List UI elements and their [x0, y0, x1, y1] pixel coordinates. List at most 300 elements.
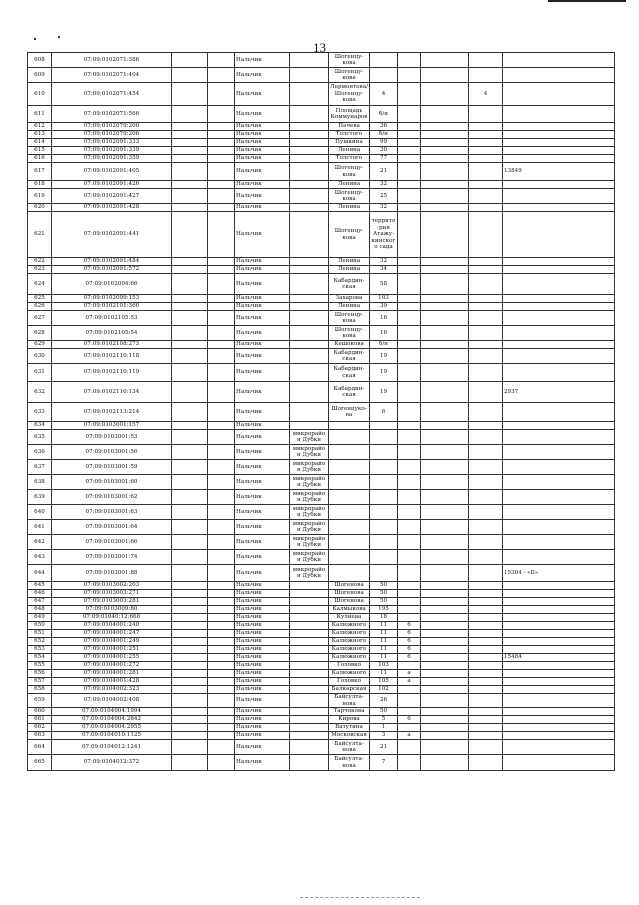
- row-number: 645: [28, 582, 52, 590]
- row-number: 623: [28, 266, 52, 274]
- empty-cell: [172, 694, 208, 708]
- house-cell: 50: [370, 590, 398, 598]
- empty-cell: [208, 274, 235, 295]
- cadastral-number: 07:09:0102079:200: [52, 123, 172, 131]
- area-cell: [503, 630, 615, 638]
- area-cell: [503, 106, 615, 123]
- empty-cell: [208, 694, 235, 708]
- row-number: 616: [28, 155, 52, 163]
- row-number: 631: [28, 364, 52, 382]
- empty-cell: [208, 662, 235, 670]
- street-cell: Пачева: [329, 123, 370, 131]
- house-cell: 77: [370, 155, 398, 163]
- empty-cell: [208, 163, 235, 181]
- street-cell: Калюжного: [329, 654, 370, 662]
- col-cell: [469, 181, 503, 189]
- cadastral-number: 07:09:0103001:63: [52, 505, 172, 520]
- street-cell: Ленина: [329, 258, 370, 266]
- cadastral-number: 07:09:0104002:323: [52, 686, 172, 694]
- row-number: 632: [28, 382, 52, 403]
- col-cell: [421, 83, 469, 106]
- cadastral-number: 07:09:0102105:54: [52, 326, 172, 341]
- cadastral-number: 07:09:0104002:408: [52, 694, 172, 708]
- row-number: 624: [28, 274, 52, 295]
- row-number: 628: [28, 326, 52, 341]
- street-cell: Кирова: [329, 716, 370, 724]
- col-cell: [421, 606, 469, 614]
- empty-cell: [208, 445, 235, 460]
- house-cell: 11: [370, 638, 398, 646]
- district-cell: микрорайон Дубки: [290, 565, 329, 582]
- empty-cell: [172, 131, 208, 139]
- col-cell: [421, 490, 469, 505]
- city-cell: Нальчик: [235, 295, 290, 303]
- row-number: 627: [28, 311, 52, 326]
- empty-cell: [208, 155, 235, 163]
- empty-cell: [172, 430, 208, 445]
- building-cell: [398, 326, 421, 341]
- cadastral-number: 07:09:0102071:404: [52, 68, 172, 83]
- top-edge-mark: [548, 0, 626, 2]
- area-cell: [503, 490, 615, 505]
- empty-cell: [208, 475, 235, 490]
- table-row: [28, 565, 615, 582]
- house-cell: 21: [370, 740, 398, 755]
- street-cell: [329, 490, 370, 505]
- house-cell: 103: [370, 295, 398, 303]
- row-number: 660: [28, 708, 52, 716]
- city-cell: Нальчик: [235, 341, 290, 349]
- district-cell: [290, 582, 329, 590]
- table-row: [28, 123, 615, 131]
- city-cell: Нальчик: [235, 598, 290, 606]
- col-cell: [469, 670, 503, 678]
- street-cell: Ленина: [329, 303, 370, 311]
- row-number: 656: [28, 670, 52, 678]
- empty-cell: [172, 258, 208, 266]
- street-cell: Кабардин-ская: [329, 349, 370, 364]
- row-number: 625: [28, 295, 52, 303]
- row-number: 646: [28, 590, 52, 598]
- area-cell: [503, 445, 615, 460]
- area-cell: [503, 274, 615, 295]
- col-cell: [469, 708, 503, 716]
- col-cell: [469, 303, 503, 311]
- col-cell: [421, 565, 469, 582]
- city-cell: Нальчик: [235, 565, 290, 582]
- empty-cell: [172, 204, 208, 212]
- building-cell: [398, 686, 421, 694]
- col-cell: [421, 204, 469, 212]
- district-cell: [290, 622, 329, 630]
- empty-cell: [208, 630, 235, 638]
- empty-cell: [172, 303, 208, 311]
- house-cell: террито-рия Атажу-кинского сада: [370, 212, 398, 258]
- district-cell: микрорайон Дубки: [290, 445, 329, 460]
- empty-cell: [208, 590, 235, 598]
- col-cell: [469, 490, 503, 505]
- city-cell: Нальчик: [235, 364, 290, 382]
- street-cell: Головко: [329, 678, 370, 686]
- cadastral-number: 07:09:0102091:339: [52, 147, 172, 155]
- col-cell: [469, 565, 503, 582]
- city-cell: Нальчик: [235, 274, 290, 295]
- col-cell: [469, 505, 503, 520]
- col-cell: [469, 550, 503, 565]
- building-cell: [398, 68, 421, 83]
- district-cell: [290, 106, 329, 123]
- house-cell: 3: [370, 732, 398, 740]
- col-cell: [421, 212, 469, 258]
- house-cell: 6: [370, 403, 398, 422]
- city-cell: Нальчик: [235, 654, 290, 662]
- row-number: 650: [28, 622, 52, 630]
- empty-cell: [172, 53, 208, 68]
- col-cell: [469, 614, 503, 622]
- empty-cell: [208, 520, 235, 535]
- house-cell: [370, 565, 398, 582]
- col-cell: [469, 422, 503, 430]
- col-cell: [469, 189, 503, 204]
- building-cell: [398, 53, 421, 68]
- city-cell: Нальчик: [235, 163, 290, 181]
- street-cell: Шогенцу-кова: [329, 53, 370, 68]
- house-cell: 26: [370, 694, 398, 708]
- house-cell: 39: [370, 303, 398, 311]
- col-cell: [421, 295, 469, 303]
- empty-cell: [172, 678, 208, 686]
- empty-cell: [208, 382, 235, 403]
- cadastral-number: 07:09:0104001:428: [52, 678, 172, 686]
- street-cell: Калмыкова: [329, 606, 370, 614]
- street-cell: Ленина: [329, 266, 370, 274]
- row-number: 618: [28, 181, 52, 189]
- row-number: 652: [28, 638, 52, 646]
- empty-cell: [172, 147, 208, 155]
- area-cell: [503, 460, 615, 475]
- empty-cell: [208, 740, 235, 755]
- district-cell: [290, 349, 329, 364]
- street-cell: Шогенцуко-ва: [329, 403, 370, 422]
- empty-cell: [172, 295, 208, 303]
- city-cell: Нальчик: [235, 155, 290, 163]
- district-cell: [290, 341, 329, 349]
- empty-cell: [172, 535, 208, 550]
- street-cell: [329, 430, 370, 445]
- col-cell: [421, 266, 469, 274]
- table-row: [28, 678, 615, 686]
- district-cell: [290, 303, 329, 311]
- empty-cell: [172, 550, 208, 565]
- street-cell: Балкарская: [329, 686, 370, 694]
- house-cell: 18: [370, 614, 398, 622]
- street-cell: Толстого: [329, 131, 370, 139]
- cadastral-number: 07:09:0103001:60: [52, 475, 172, 490]
- col-cell: [469, 212, 503, 258]
- col-cell: [421, 349, 469, 364]
- city-cell: Нальчик: [235, 614, 290, 622]
- empty-cell: [172, 638, 208, 646]
- scan-speck: [58, 36, 60, 38]
- house-cell: 32: [370, 204, 398, 212]
- table-row: [28, 520, 615, 535]
- area-cell: [503, 662, 615, 670]
- table-row: [28, 716, 615, 724]
- empty-cell: [172, 606, 208, 614]
- empty-cell: [172, 740, 208, 755]
- street-cell: Толстого: [329, 155, 370, 163]
- house-cell: 16: [370, 311, 398, 326]
- city-cell: Нальчик: [235, 732, 290, 740]
- col-cell: [469, 686, 503, 694]
- building-cell: [398, 582, 421, 590]
- district-cell: [290, 326, 329, 341]
- city-cell: Нальчик: [235, 311, 290, 326]
- col-cell: [421, 445, 469, 460]
- col-cell: [421, 670, 469, 678]
- col-cell: [469, 630, 503, 638]
- table-row: [28, 326, 615, 341]
- col-cell: [421, 732, 469, 740]
- district-cell: [290, 755, 329, 771]
- district-cell: микрорайон Дубки: [290, 550, 329, 565]
- table-row: [28, 403, 615, 422]
- col-cell: [421, 708, 469, 716]
- cadastral-number: 07:09:0103001:64: [52, 520, 172, 535]
- row-number: 644: [28, 565, 52, 582]
- street-cell: Калюжного: [329, 622, 370, 630]
- house-cell: 99: [370, 139, 398, 147]
- empty-cell: [208, 638, 235, 646]
- street-cell: Шогенцу-кова: [329, 311, 370, 326]
- empty-cell: [172, 422, 208, 430]
- empty-cell: [172, 708, 208, 716]
- empty-cell: [208, 106, 235, 123]
- col-cell: [469, 403, 503, 422]
- col-cell: [421, 678, 469, 686]
- col-cell: [421, 147, 469, 155]
- house-cell: [370, 460, 398, 475]
- empty-cell: [208, 189, 235, 204]
- building-cell: 6: [398, 646, 421, 654]
- col-cell: [469, 341, 503, 349]
- cadastral-number: 07:09:0102091:427: [52, 189, 172, 204]
- row-number: 622: [28, 258, 52, 266]
- building-cell: [398, 694, 421, 708]
- house-cell: [370, 53, 398, 68]
- house-cell: 30: [370, 147, 398, 155]
- city-cell: Нальчик: [235, 189, 290, 204]
- col-cell: [421, 505, 469, 520]
- empty-cell: [172, 630, 208, 638]
- city-cell: Нальчик: [235, 550, 290, 565]
- area-cell: [503, 638, 615, 646]
- row-number: 608: [28, 53, 52, 68]
- empty-cell: [208, 341, 235, 349]
- row-number: 621: [28, 212, 52, 258]
- area-cell: 15484: [503, 654, 615, 662]
- cadastral-number: 07:09:0102091:333: [52, 139, 172, 147]
- empty-cell: [208, 598, 235, 606]
- street-cell: Калюжного: [329, 646, 370, 654]
- building-cell: [398, 740, 421, 755]
- empty-cell: [208, 422, 235, 430]
- area-cell: [503, 716, 615, 724]
- city-cell: Нальчик: [235, 68, 290, 83]
- building-cell: [398, 520, 421, 535]
- house-cell: 25: [370, 189, 398, 204]
- empty-cell: [172, 266, 208, 274]
- col-cell: [469, 295, 503, 303]
- table-row: [28, 139, 615, 147]
- district-cell: [290, 311, 329, 326]
- house-cell: [370, 475, 398, 490]
- row-number: 613: [28, 131, 52, 139]
- street-cell: Байсулта-нова: [329, 694, 370, 708]
- table-row: [28, 550, 615, 565]
- building-cell: [398, 295, 421, 303]
- district-cell: [290, 163, 329, 181]
- row-number: 633: [28, 403, 52, 422]
- street-cell: Ленина: [329, 147, 370, 155]
- city-cell: Нальчик: [235, 686, 290, 694]
- row-number: 649: [28, 614, 52, 622]
- row-number: 614: [28, 139, 52, 147]
- col-cell: [469, 139, 503, 147]
- area-cell: [503, 349, 615, 364]
- row-number: 648: [28, 606, 52, 614]
- house-cell: [370, 422, 398, 430]
- table-row: [28, 106, 615, 123]
- city-cell: Нальчик: [235, 475, 290, 490]
- district-cell: [290, 724, 329, 732]
- empty-cell: [208, 686, 235, 694]
- table-row: [28, 303, 615, 311]
- house-cell: 7: [370, 755, 398, 771]
- empty-cell: [172, 724, 208, 732]
- empty-cell: [208, 654, 235, 662]
- cadastral-number: 07:09:0104001:255: [52, 654, 172, 662]
- empty-cell: [208, 266, 235, 274]
- col-cell: [421, 614, 469, 622]
- empty-cell: [172, 212, 208, 258]
- empty-cell: [208, 708, 235, 716]
- empty-cell: [172, 622, 208, 630]
- table-row: [28, 630, 615, 638]
- row-number: 619: [28, 189, 52, 204]
- building-cell: [398, 708, 421, 716]
- district-cell: [290, 403, 329, 422]
- table-row: [28, 686, 615, 694]
- house-cell: 5: [370, 716, 398, 724]
- col-cell: [469, 155, 503, 163]
- area-cell: [503, 614, 615, 622]
- cadastral-number: 07:09:0103003:281: [52, 598, 172, 606]
- district-cell: [290, 606, 329, 614]
- cadastral-number: 07:09:0103001:53: [52, 430, 172, 445]
- city-cell: Нальчик: [235, 662, 290, 670]
- empty-cell: [172, 475, 208, 490]
- empty-cell: [208, 364, 235, 382]
- cadastral-number: 07:09:0103001:56: [52, 445, 172, 460]
- cadastral-number: 07:09:0104004:2842: [52, 716, 172, 724]
- col-cell: [469, 740, 503, 755]
- city-cell: Нальчик: [235, 490, 290, 505]
- house-cell: [370, 490, 398, 505]
- table-row: [28, 155, 615, 163]
- col-cell: [421, 311, 469, 326]
- empty-cell: [208, 622, 235, 630]
- district-cell: [290, 155, 329, 163]
- building-cell: [398, 189, 421, 204]
- building-cell: [398, 403, 421, 422]
- cadastral-number: 07:09:0102094:66: [52, 274, 172, 295]
- col-cell: [469, 475, 503, 490]
- empty-cell: [172, 686, 208, 694]
- row-number: 661: [28, 716, 52, 724]
- col-cell: [469, 266, 503, 274]
- empty-cell: [172, 755, 208, 771]
- house-cell: [370, 68, 398, 83]
- col-cell: [421, 326, 469, 341]
- area-cell: [503, 212, 615, 258]
- street-cell: [329, 550, 370, 565]
- street-cell: Шогенцу-кова: [329, 163, 370, 181]
- cadastral-number: 07:09:0102110:118: [52, 349, 172, 364]
- col-cell: [421, 181, 469, 189]
- area-cell: [503, 708, 615, 716]
- cadastral-number: 07:09:0102110:134: [52, 382, 172, 403]
- col-cell: [469, 646, 503, 654]
- empty-cell: [208, 303, 235, 311]
- empty-cell: [208, 147, 235, 155]
- building-cell: [398, 475, 421, 490]
- cadastral-number: 07:09:0102071:386: [52, 53, 172, 68]
- cadastral-number: 07:09:0102071:566: [52, 106, 172, 123]
- street-cell: Кабардин-ская: [329, 382, 370, 403]
- row-number: 659: [28, 694, 52, 708]
- building-cell: [398, 83, 421, 106]
- col-cell: [421, 68, 469, 83]
- table-row: [28, 606, 615, 614]
- district-cell: [290, 147, 329, 155]
- area-cell: [503, 430, 615, 445]
- area-cell: [503, 740, 615, 755]
- building-cell: [398, 724, 421, 732]
- district-cell: [290, 266, 329, 274]
- cadastral-number: 07:09:0104001:247: [52, 630, 172, 638]
- row-number: 612: [28, 123, 52, 131]
- empty-cell: [208, 181, 235, 189]
- empty-cell: [208, 490, 235, 505]
- building-cell: [398, 163, 421, 181]
- col-cell: [421, 189, 469, 204]
- col-cell: [469, 590, 503, 598]
- district-cell: [290, 740, 329, 755]
- empty-cell: [208, 311, 235, 326]
- table-row: [28, 646, 615, 654]
- district-cell: [290, 678, 329, 686]
- area-cell: [503, 606, 615, 614]
- table-row: [28, 341, 615, 349]
- empty-cell: [172, 490, 208, 505]
- col-cell: [421, 622, 469, 630]
- area-cell: [503, 341, 615, 349]
- empty-cell: [172, 155, 208, 163]
- building-cell: [398, 139, 421, 147]
- street-cell: Головко: [329, 662, 370, 670]
- cadastral-number: 07:09:0102113:214: [52, 403, 172, 422]
